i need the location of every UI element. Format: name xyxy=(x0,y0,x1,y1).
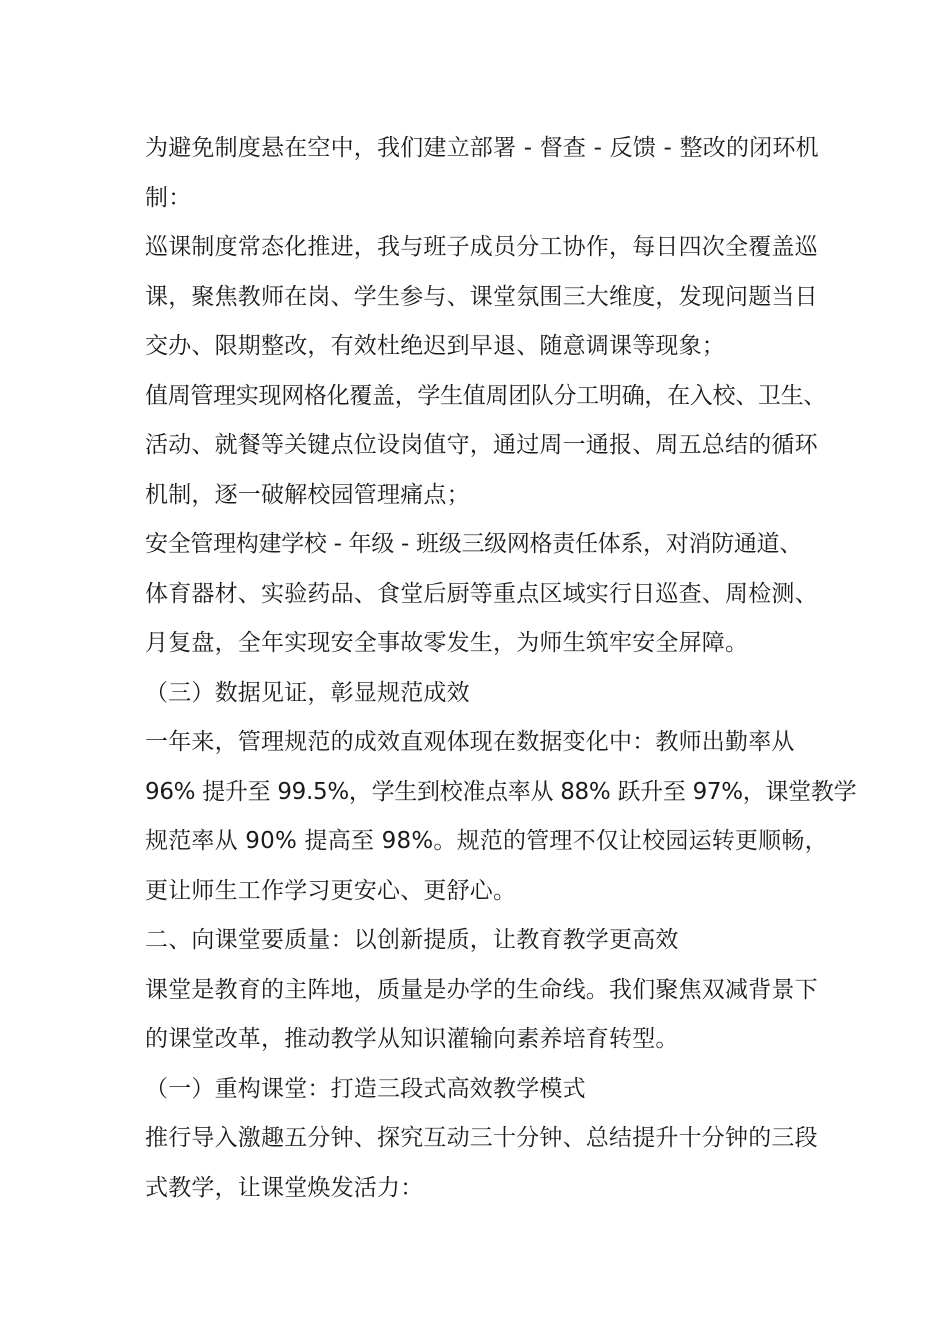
text-line: 课堂是教育的主阵地，质量是办学的生命线。我们聚焦双减背景下 xyxy=(145,976,818,1003)
text-line: 课，聚焦教师在岗、学生参与、课堂氛围三大维度，发现问题当日 xyxy=(145,283,818,310)
text-line: 为避免制度悬在空中，我们建立部署 - 督查 - 反馈 - 整改的闭环机 xyxy=(145,135,819,161)
text-line: 式教学，让课堂焕发活力： xyxy=(145,1174,424,1201)
text-line: 一年来，管理规范的成效直观体现在数据变化中：教师出勤率从 xyxy=(145,729,795,755)
text-line: 巡课制度常态化推进，我与班子成员分工协作，每日四次全覆盖巡 xyxy=(145,234,818,260)
chapter-heading: 二、向课堂要质量：以创新提质，让教育教学更高效 xyxy=(145,927,679,953)
section-heading: （三）数据见证，彰显规范成效 xyxy=(145,679,470,706)
text-line: 96% 提升至 99.5%，学生到校准点率从 88% 跃升至 97%，课堂教学 xyxy=(145,778,857,805)
text-line: 交办、限期整改，有效杜绝迟到早退、随意调课等现象； xyxy=(145,333,725,359)
document-body xyxy=(145,124,857,1213)
text-line: 更让师生工作学习更安心、更舒心。 xyxy=(145,877,517,904)
text-line: 安全管理构建学校 - 年级 - 班级三级网格责任体系，对消防通道、 xyxy=(145,531,802,557)
text-line: 规范率从 90% 提高至 98%。规范的管理不仅让校园运转更顺畅， xyxy=(145,828,828,854)
text-line: 体育器材、实验药品、食堂后厨等重点区域实行日巡查、周检测、 xyxy=(145,580,818,607)
text-line: 推行导入激趣五分钟、探究互动三十分钟、总结提升十分钟的三段 xyxy=(145,1125,818,1151)
text-line: 的课堂改革，推动教学从知识灌输向素养培育转型。 xyxy=(145,1026,679,1052)
text-line: 活动、就餐等关键点位设岗值守，通过周一通报、周五总结的循环 xyxy=(145,432,818,458)
section-heading: （一）重构课堂：打造三段式高效教学模式 xyxy=(145,1075,586,1102)
text-line: 制： xyxy=(145,184,192,211)
text-line: 值周管理实现网格化覆盖，学生值周团队分工明确，在入校、卫生、 xyxy=(145,382,827,409)
text-line: 月复盘，全年实现安全事故零发生，为师生筑牢安全屏障。 xyxy=(145,630,749,656)
text-line: 机制，逐一破解校园管理痛点； xyxy=(145,481,470,508)
